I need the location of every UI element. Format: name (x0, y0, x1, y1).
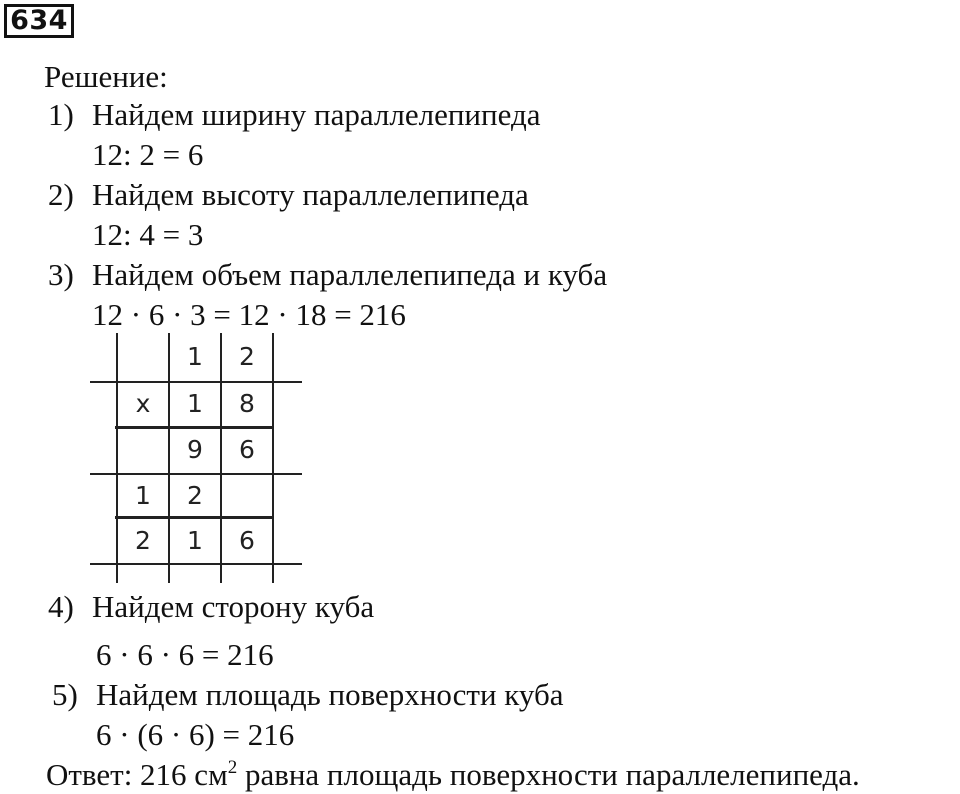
step-1-calc: 12: 2 = 6 (92, 137, 204, 172)
step-5-calc: 6 · (6 · 6) = 216 (96, 717, 295, 752)
answer-suffix: равна площадь поверхности параллелепипеда. (237, 757, 860, 792)
step-5-number: 5) (52, 677, 78, 712)
grid-cell: 1 (187, 342, 203, 371)
grid-cell (117, 427, 169, 473)
grid-cell: 9 (187, 435, 203, 464)
step-3-text: Найдем объем параллелепипеда и куба (92, 257, 608, 292)
grid-cell (221, 473, 273, 519)
answer-superscript: 2 (227, 757, 238, 778)
step-4-calc: 6 · 6 · 6 = 216 (96, 637, 274, 672)
step-3-number: 3) (48, 257, 74, 292)
problem-number-badge: 634 (4, 4, 74, 38)
step-2-text: Найдем высоту параллелепипеда (92, 177, 529, 212)
grid-cell (117, 334, 169, 380)
grid-cell: 1 (135, 481, 151, 510)
answer-line (46, 758, 860, 792)
grid-cell: 8 (239, 389, 255, 418)
step-2-calc: 12: 4 = 3 (92, 217, 204, 252)
step-4-text: Найдем сторону куба (92, 589, 375, 624)
step-1-number: 1) (48, 97, 74, 132)
grid-cell: 6 (239, 526, 255, 555)
grid-cell: 2 (187, 481, 203, 510)
step-2-number: 2) (48, 177, 74, 212)
grid-cell: 1 (187, 526, 203, 555)
solution-heading: Решение: (44, 59, 168, 94)
step-1-text: Найдем ширину параллелепипеда (92, 97, 541, 132)
grid-cell: 2 (135, 526, 151, 555)
grid-cell: 6 (239, 435, 255, 464)
grid-cell: 2 (239, 342, 255, 371)
grid-cell: 1 (187, 389, 203, 418)
step-5-text: Найдем площадь поверхности куба (96, 677, 564, 712)
step-4-number: 4) (48, 589, 74, 624)
multiplication-grid (90, 333, 302, 583)
step-3-calc: 12 · 6 · 3 = 12 · 18 = 216 (92, 297, 406, 332)
answer-prefix: Ответ: 216 см (46, 757, 228, 792)
grid-cell: x (135, 389, 151, 418)
